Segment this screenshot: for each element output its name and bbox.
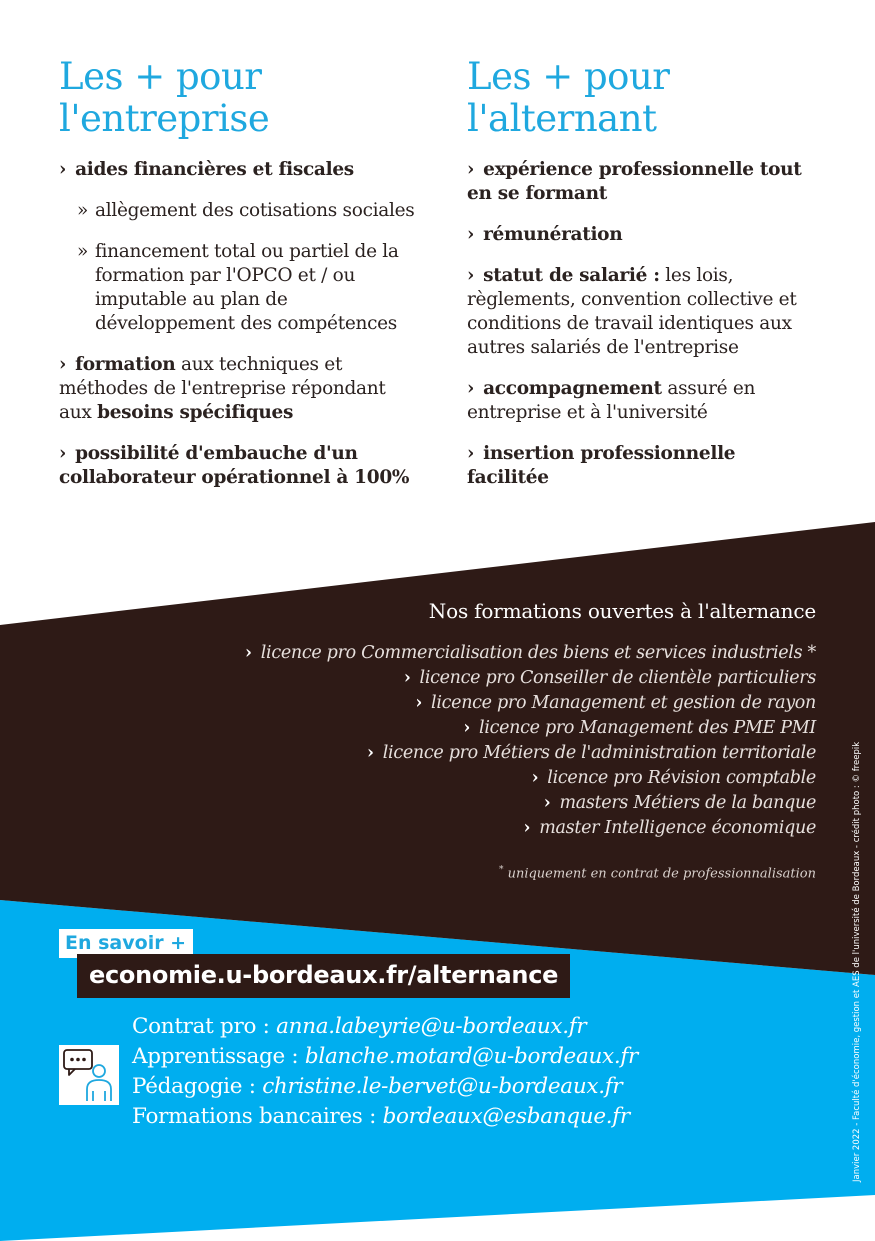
contact-row	[132, 1042, 638, 1072]
formation-label: licence pro Commercialisation des biens et services industriels *	[260, 643, 816, 663]
en-savoir-label: En savoir +	[59, 929, 193, 958]
chevron-icon: ›	[467, 265, 475, 286]
list-item	[116, 741, 816, 766]
chevron-icon: ›	[523, 818, 531, 838]
list-item	[116, 641, 816, 666]
formation-label: licence pro Conseiller de clientèle particuliers	[419, 668, 816, 688]
contact-email[interactable]: anna.labeyrie@u-bordeaux.fr	[276, 1014, 587, 1039]
contact-email[interactable]: bordeaux@esbanque.fr	[382, 1104, 630, 1129]
footnote-mark: *	[498, 865, 504, 875]
enterprise-heading-line2: l'entreprise	[59, 97, 270, 140]
list-item	[116, 716, 816, 741]
formation-label: licence pro Management et gestion de rayon	[431, 693, 816, 713]
formation-label: licence pro Révision comptable	[547, 768, 816, 788]
student-item-insertion	[467, 442, 817, 490]
chevron-icon: ›	[467, 378, 475, 399]
list-item	[116, 791, 816, 816]
list-item	[116, 766, 816, 791]
student-item-accompagnement-text: assuré en entreprise et à l'université	[467, 378, 756, 423]
student-item-statut-text: les lois, règlements, convention collective et conditions de travail identiques aux autres salariés de l'entreprise	[467, 265, 797, 358]
chevron-icon: ›	[367, 743, 374, 763]
enterprise-sub-financement	[77, 240, 419, 336]
list-item	[116, 691, 816, 716]
website-link[interactable]: economie.u-bordeaux.fr/alternance	[77, 954, 570, 998]
chevron-icon: ›	[467, 443, 475, 464]
enterprise-item-formation	[59, 353, 419, 425]
chevron-icon: ›	[467, 159, 475, 180]
enterprise-sub-financement-text: financement total ou partiel de la formation par l'OPCO et / ou imputable au plan de développement des compétences	[95, 241, 399, 334]
contacts-block	[132, 1012, 638, 1132]
formation-label: master Intelligence économique	[539, 818, 816, 838]
chevron-icon: ›	[531, 768, 539, 788]
student-item-accompagnement-bold: accompagnement	[483, 378, 662, 399]
chat-person-icon	[59, 1045, 119, 1105]
enterprise-item-formation-bold: formation	[75, 354, 176, 375]
footnote-text: uniquement en contrat de professionnalisation	[503, 866, 816, 882]
chevron-icon: ›	[463, 718, 471, 738]
student-column	[467, 56, 817, 507]
enterprise-heading	[59, 56, 419, 140]
enterprise-item-embauche-text: possibilité d'embauche d'un collaborateur opérationnel à 100%	[59, 443, 410, 488]
formations-list	[116, 641, 816, 841]
contact-label: Formations bancaires :	[132, 1104, 383, 1129]
student-item-remuneration	[467, 223, 817, 247]
student-heading-line1: Les + pour	[467, 55, 670, 98]
contact-label: Contrat pro :	[132, 1014, 277, 1039]
contact-label: Apprentissage :	[132, 1044, 305, 1069]
student-item-experience-text: expérience professionnelle tout en se formant	[467, 159, 802, 204]
enterprise-item-embauche	[59, 442, 419, 490]
contact-email[interactable]: christine.le-bervet@u-bordeaux.fr	[262, 1074, 623, 1099]
chevron-icon: ›	[467, 224, 475, 245]
contact-row	[132, 1102, 638, 1132]
contact-row	[132, 1012, 638, 1042]
credit-text: Janvier 2022 - Faculté d'économie, gestion et AES de l'université de Bordeaux - crédit photo : © freepik	[852, 741, 862, 1182]
enterprise-sub-cotisations-text: allègement des cotisations sociales	[95, 200, 415, 221]
enterprise-column	[59, 56, 419, 507]
student-item-accompagnement	[467, 377, 817, 425]
double-chevron-icon: »	[77, 200, 89, 221]
formation-label: licence pro Management des PME PMI	[479, 718, 816, 738]
enterprise-item-formation-bold2: besoins spécifiques	[97, 402, 294, 423]
contact-email[interactable]: blanche.motard@u-bordeaux.fr	[304, 1044, 639, 1069]
formation-label: masters Métiers de la banque	[559, 793, 816, 813]
formations-footnote	[116, 865, 816, 881]
list-item	[116, 816, 816, 841]
contact-row	[132, 1072, 638, 1102]
enterprise-item-financial	[59, 158, 419, 182]
student-item-insertion-text: insertion professionnelle facilitée	[467, 443, 736, 488]
chevron-icon: ›	[59, 354, 67, 375]
student-heading	[467, 56, 817, 140]
student-item-experience	[467, 158, 817, 206]
formations-title: Nos formations ouvertes à l'alternance	[428, 599, 816, 623]
formations-section	[116, 598, 816, 881]
student-item-statut	[467, 264, 817, 360]
enterprise-item-financial-text: aides financières et fiscales	[75, 159, 354, 180]
student-heading-line2: l'alternant	[467, 97, 657, 140]
chevron-icon: ›	[245, 643, 252, 663]
list-item	[116, 666, 816, 691]
chevron-icon: ›	[415, 693, 423, 713]
chevron-icon: ›	[59, 443, 67, 464]
enterprise-heading-line1: Les + pour	[59, 55, 262, 98]
student-item-remuneration-text: rémunération	[483, 224, 623, 245]
contact-label: Pédagogie :	[132, 1074, 263, 1099]
student-item-statut-bold: statut de salarié :	[483, 265, 660, 286]
enterprise-item-formation-text: aux techniques et méthodes de l'entreprise répondant aux	[59, 354, 386, 423]
chevron-icon: ›	[403, 668, 411, 688]
double-chevron-icon: »	[77, 241, 89, 262]
formation-label: licence pro Métiers de l'administration territoriale	[382, 743, 816, 763]
chevron-icon: ›	[59, 159, 67, 180]
chevron-icon: ›	[543, 793, 551, 813]
enterprise-sub-cotisations	[77, 199, 419, 223]
